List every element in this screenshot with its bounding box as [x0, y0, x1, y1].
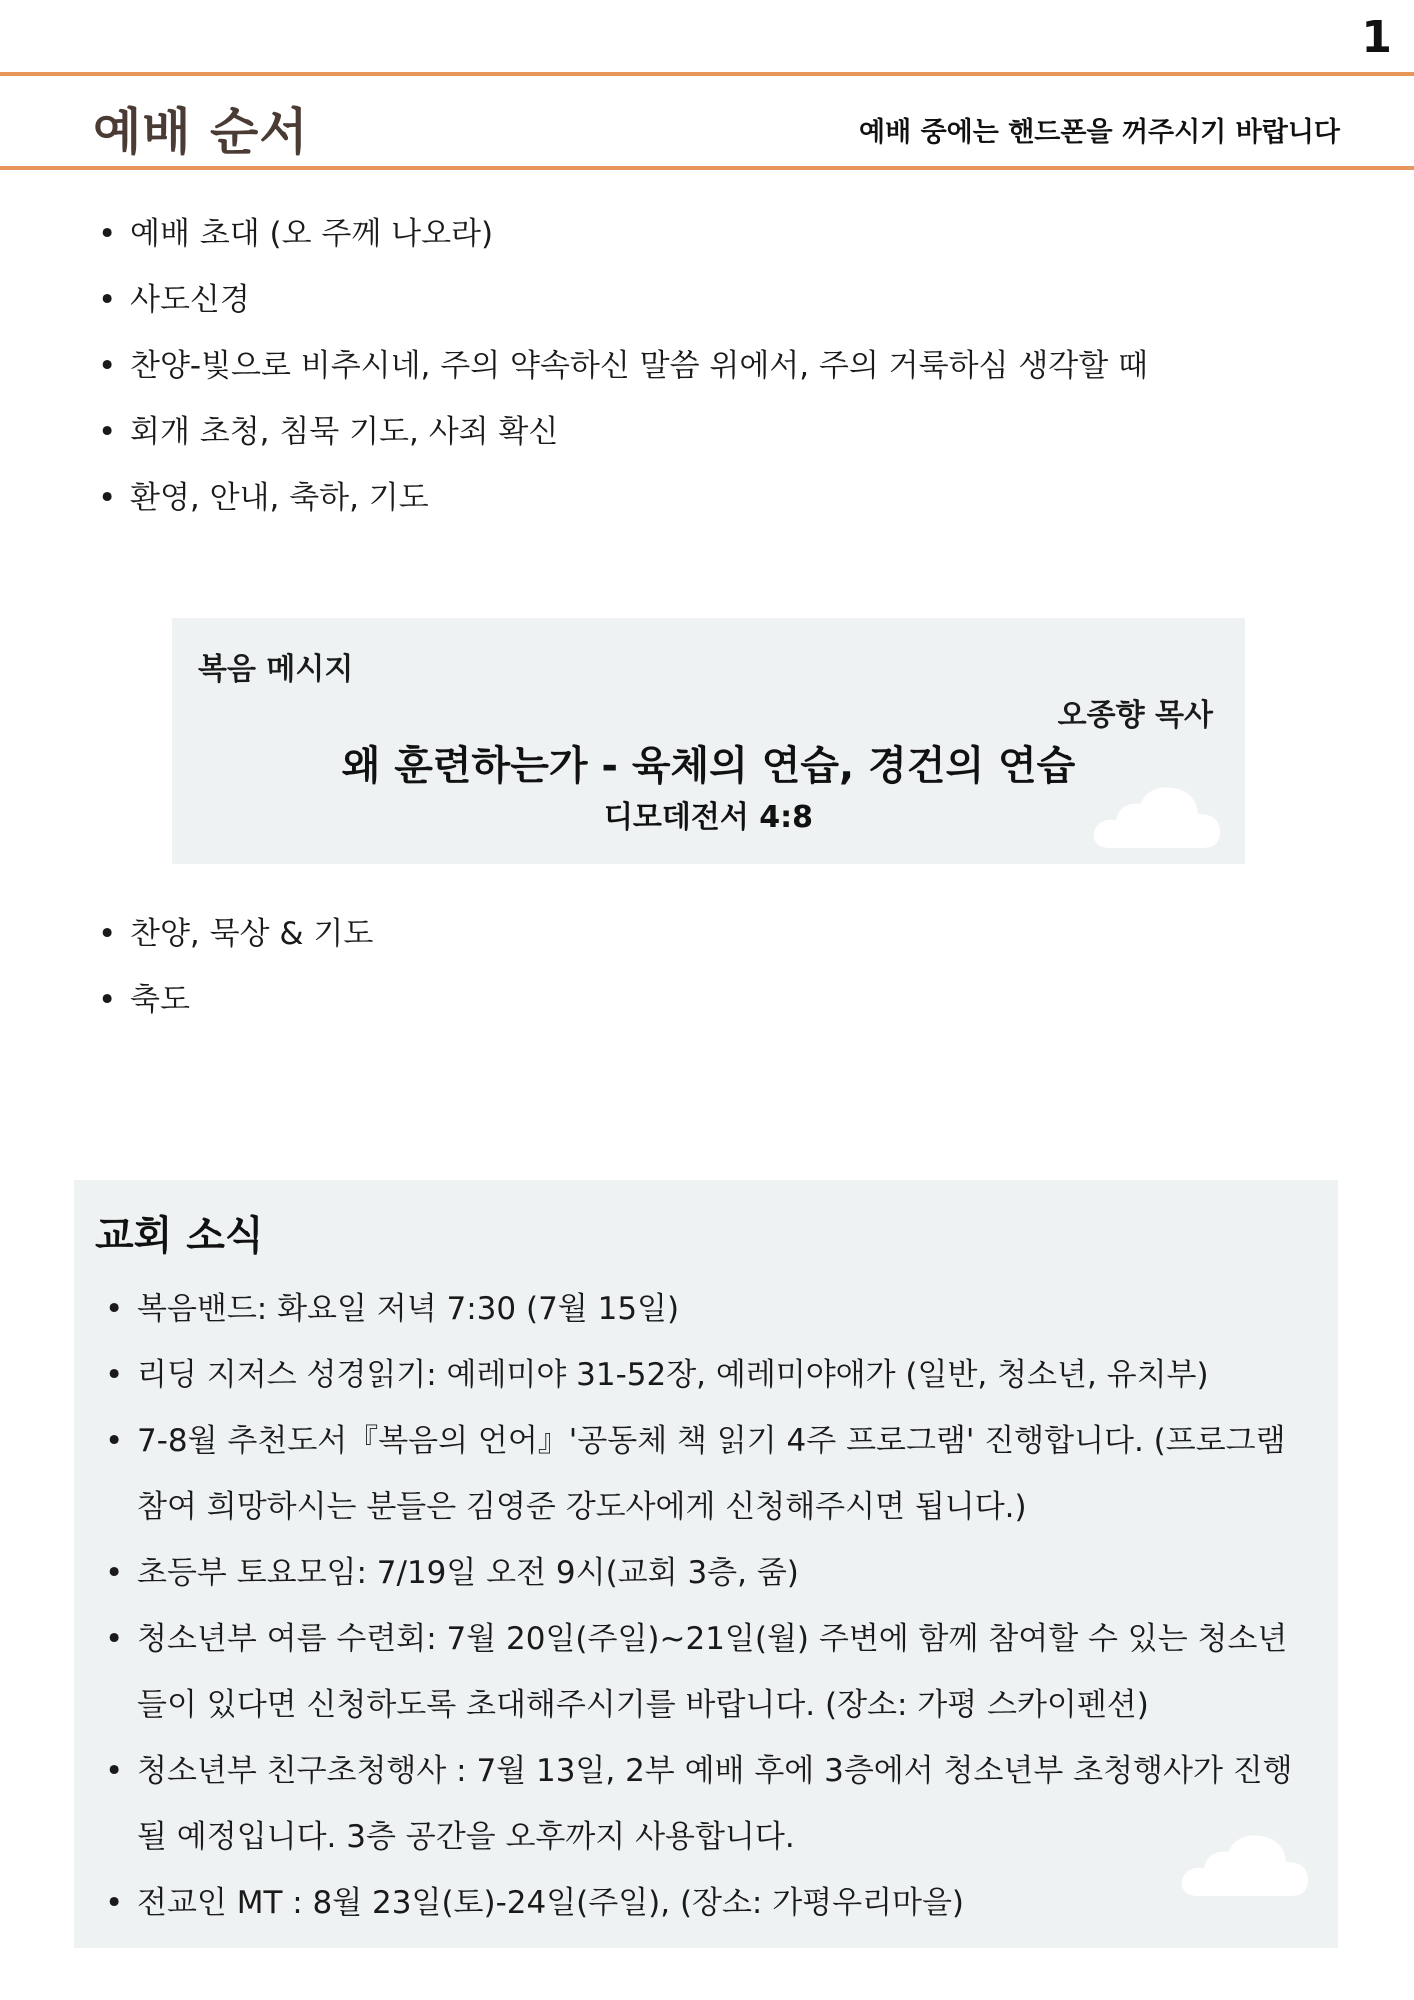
list-item: • 회개 초청, 침묵 기도, 사죄 확신: [98, 404, 1148, 470]
news-item: • 전교인 MT : 8월 23일(토)-24일(주일), (장소: 가평우리마을): [105, 1870, 1315, 1936]
list-item: • 찬양, 묵상 & 기도: [98, 906, 373, 972]
worship-order-list-continued: [98, 906, 373, 1038]
list-item: • 축도: [98, 972, 373, 1038]
sermon-title: 왜 훈련하는가 - 육체의 연습, 경건의 연습: [341, 743, 1076, 789]
worship-order-list: [98, 206, 1148, 536]
news-item: • 복음밴드: 화요일 저녁 7:30 (7월 15일): [105, 1276, 1315, 1342]
page-number: 1: [1361, 12, 1392, 63]
sermon-preacher: 오종향 목사: [1057, 698, 1213, 733]
sermon-box: [172, 618, 1245, 864]
sermon-scripture: 디모데전서 4:8: [603, 800, 814, 835]
cloud-icon: [1090, 778, 1224, 852]
sermon-heading: 복음 메시지: [198, 652, 354, 687]
news-item: • 리딩 지저스 성경읽기: 예레미야 31-52장, 예레미야애가 (일반, 청소년, 유치부): [105, 1342, 1315, 1408]
news-item: • 청소년부 여름 수련회: 7월 20일(주일)~21일(월) 주변에 함께 참여할 수 있는 청소년들이 있다면 신청하도록 초대해주시기를 바랍니다. (장소: 가평 스카이펜션): [105, 1606, 1315, 1738]
news-item: • 초등부 토요모임: 7/19일 오전 9시(교회 3층, 줌): [105, 1540, 1315, 1606]
church-news-box: [74, 1180, 1338, 1948]
news-heading: 교회 소식: [95, 1213, 264, 1259]
list-item: • 예배 초대 (오 주께 나오라): [98, 206, 1148, 272]
cloud-icon: [1178, 1826, 1312, 1900]
list-item: • 환영, 안내, 축하, 기도: [98, 470, 1148, 536]
list-item: • 사도신경: [98, 272, 1148, 338]
phone-notice: 예배 중에는 핸드폰을 꺼주시기 바랍니다: [859, 117, 1340, 148]
news-item: • 7-8월 추천도서『복음의 언어』'공동체 책 읽기 4주 프로그램' 진행합니다. (프로그램 참여 희망하시는 분들은 김영준 강도사에게 신청해주시면 됩니다.): [105, 1408, 1315, 1540]
news-item: • 청소년부 친구초청행사 : 7월 13일, 2부 예배 후에 3층에서 청소년부 초청행사가 진행될 예정입니다. 3층 공간을 오후까지 사용합니다.: [105, 1738, 1315, 1870]
header-band: [0, 72, 1414, 170]
news-list: [105, 1276, 1315, 1936]
page-title: 예배 순서: [93, 103, 309, 161]
list-item: • 찬양-빛으로 비추시네, 주의 약속하신 말씀 위에서, 주의 거룩하심 생각할 때: [98, 338, 1148, 404]
